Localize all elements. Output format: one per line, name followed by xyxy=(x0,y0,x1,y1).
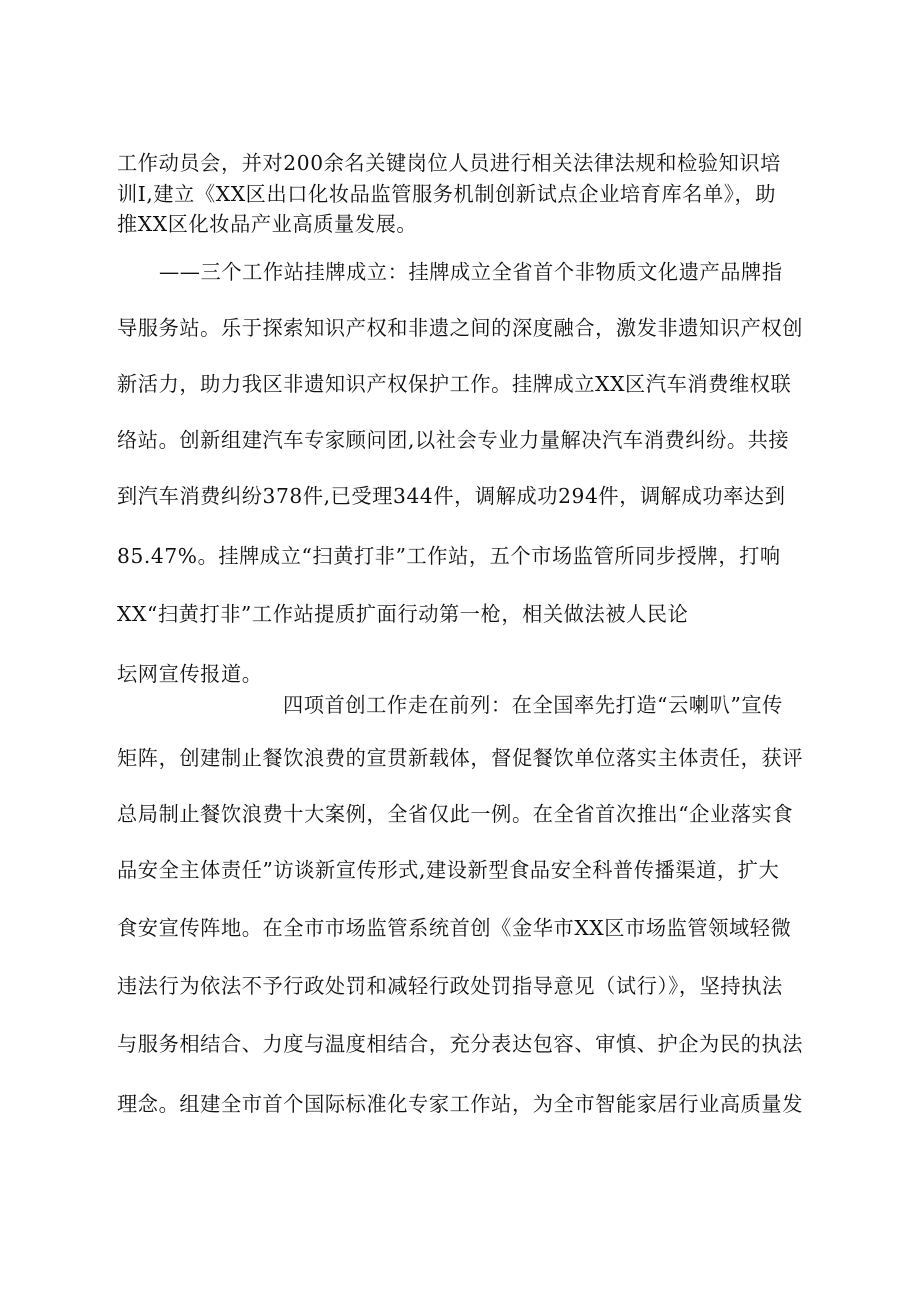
text-line: 四项首创工作走在前列：在全国率先打造“云喇叭”宣传 xyxy=(283,693,783,717)
text-line: 矩阵，创建制止餐饮浪费的宣贯新载体，督促餐饮单位落实主体责任，获评 xyxy=(117,746,803,770)
text-line: 导服务站。乐于探索知识产权和非遗之间的深度融合，激发非遗知识产权创 xyxy=(117,316,803,340)
text-line: 络站。创新组建汽车专家顾问团,以社会专业力量解决汽车消费纠纷。共接 xyxy=(117,428,790,452)
text-line: XX“扫黄打非”工作站提质扩面行动第一枪，相关做法被人民论 xyxy=(117,602,689,626)
text-line: 推XX区化妆品产业高质量发展。 xyxy=(117,212,418,236)
text-line: 坛网宣传报道。 xyxy=(117,662,263,686)
text-line: 新活力，助力我区非遗知识产权保护工作。挂牌成立XX区汽车消费维权联 xyxy=(117,372,792,396)
text-line: 训I,建立《XX区出口化妆品监管服务机制创新试点企业培育库名单》，助 xyxy=(117,182,777,206)
text-line: 85.47%。挂牌成立“扫黄打非”工作站，五个市场监管所同步授牌，打响 xyxy=(117,544,781,568)
text-line: 总局制止餐饮浪费十大案例，全省仅此一例。在全省首次推出“企业落实食 xyxy=(117,802,794,826)
text-line: 与服务相结合、力度与温度相结合，充分表达包容、审慎、护企为民的执法 xyxy=(117,1032,803,1056)
text-line: 到汽车消费纠纷378件,已受理344件，调解成功294件，调解成功率达到 xyxy=(117,484,786,508)
text-line: 食安宣传阵地。在全市市场监管系统首创《金华市XX区市场监管领域轻微 xyxy=(117,916,792,940)
text-line: 品安全主体责任”访谈新宣传形式,建设新型食品安全科普传播渠道，扩大 xyxy=(117,858,780,882)
text-line: ——三个工作站挂牌成立：挂牌成立全省首个非物质文化遗产品牌指 xyxy=(159,260,783,284)
text-line: 理念。组建全市首个国际标准化专家工作站，为全市智能家居行业高质量发 xyxy=(117,1092,803,1116)
text-line: 工作动员会，并对200余名关键岗位人员进行相关法律法规和检验知识培 xyxy=(117,151,781,175)
text-line: 违法行为依法不予行政处罚和减轻行政处罚指导意见（试行）》，坚持执法 xyxy=(117,974,783,998)
